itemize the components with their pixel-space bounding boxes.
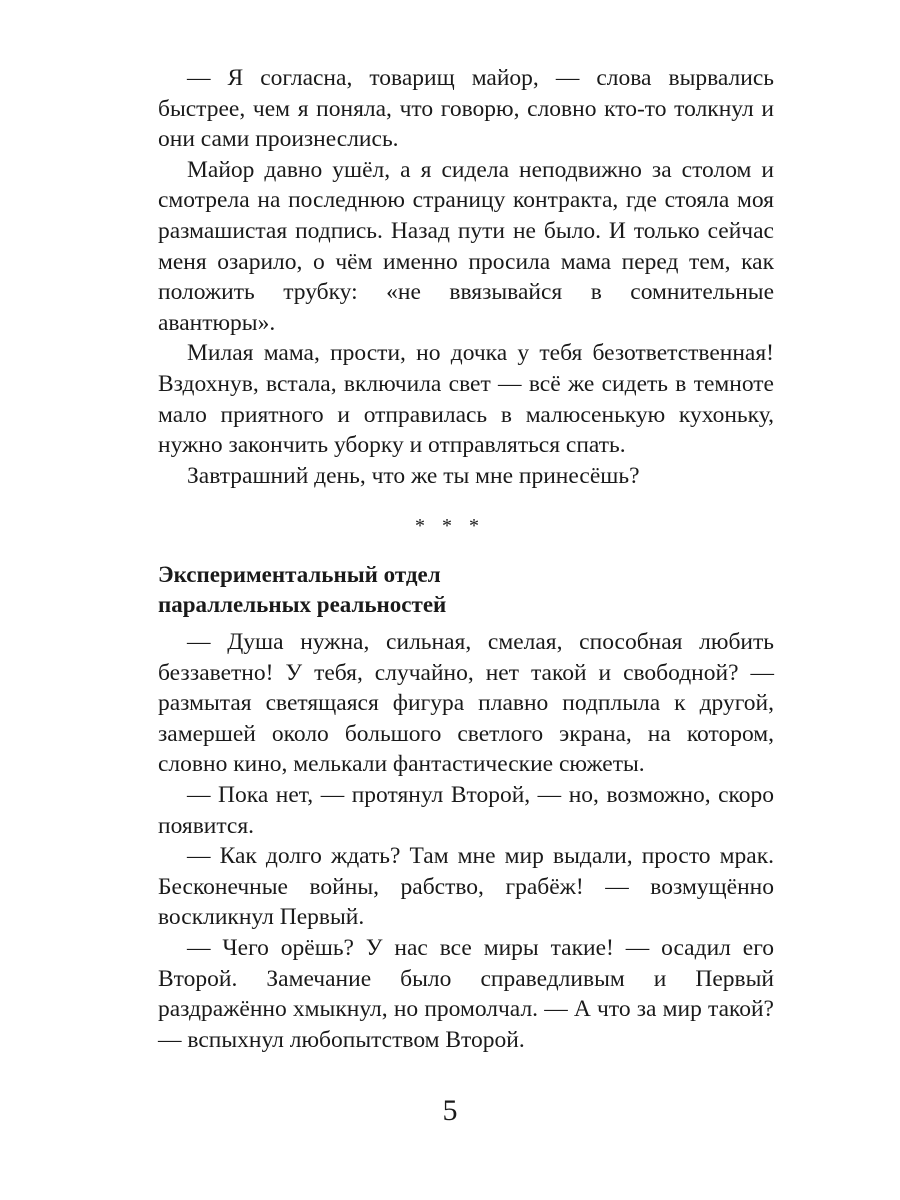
- page-number: 5: [442, 1094, 458, 1127]
- paragraph: — Душа нужна, сильная, смелая, способная любить беззаветно! У тебя, случайно, нет такой и свободной? — размытая светящаяся фигура плавно подплыла к другой, замершей около большого светлого экрана, на котором, словно кино, мелькали фантастические сюжеты.: [158, 629, 774, 778]
- paragraph: — Чего орёшь? У нас все миры такие! — осадил его Второй. Замечание было справедливым и Первый раздражённо хмыкнул, но промолчал. — А что за мир такой? — вспыхнул любопытством Второй.: [158, 934, 774, 1053]
- section-separator: * * *: [415, 515, 485, 537]
- chapter-heading-line-2: параллельных реальностей: [158, 592, 447, 617]
- paragraph: Милая мама, прости, но дочка у тебя безответственная! Вздохнув, встала, включила свет — всё же сидеть в темноте мало приятного и отправилась в малюсенькую кухоньку, нужно закончить уборку и отправляться спать.: [158, 340, 774, 459]
- paragraph: — Как долго ждать? Там мне мир выдали, просто мрак. Бесконечные войны, рабство, грабёж! — возмущённо воскликнул Первый.: [158, 843, 774, 931]
- paragraph: — Пока нет, — протянул Второй, — но, возможно, скоро появится.: [158, 781, 774, 839]
- text-section-2: [158, 627, 774, 1055]
- chapter-heading: [158, 560, 774, 620]
- chapter-heading-line-1: Экспериментальный отдел: [158, 562, 441, 587]
- text-section-1: [158, 63, 774, 491]
- paragraph: — Я согласна, товарищ майор, — слова вырвались быстрее, чем я поняла, что говорю, словно кто-то толкнул и они сами произнеслись.: [158, 65, 774, 153]
- paragraph: Майор давно ушёл, а я сидела неподвижно за столом и смотрела на последнюю страницу контракта, где стояла моя размашистая подпись. Назад пути не было. И только сейчас меня озарило, о чём именно просила мама перед тем, как положить трубку: «не ввязывайся в сомнительные авантюры».: [158, 156, 774, 336]
- paragraph: Завтрашний день, что же ты мне принесёшь?: [187, 462, 640, 489]
